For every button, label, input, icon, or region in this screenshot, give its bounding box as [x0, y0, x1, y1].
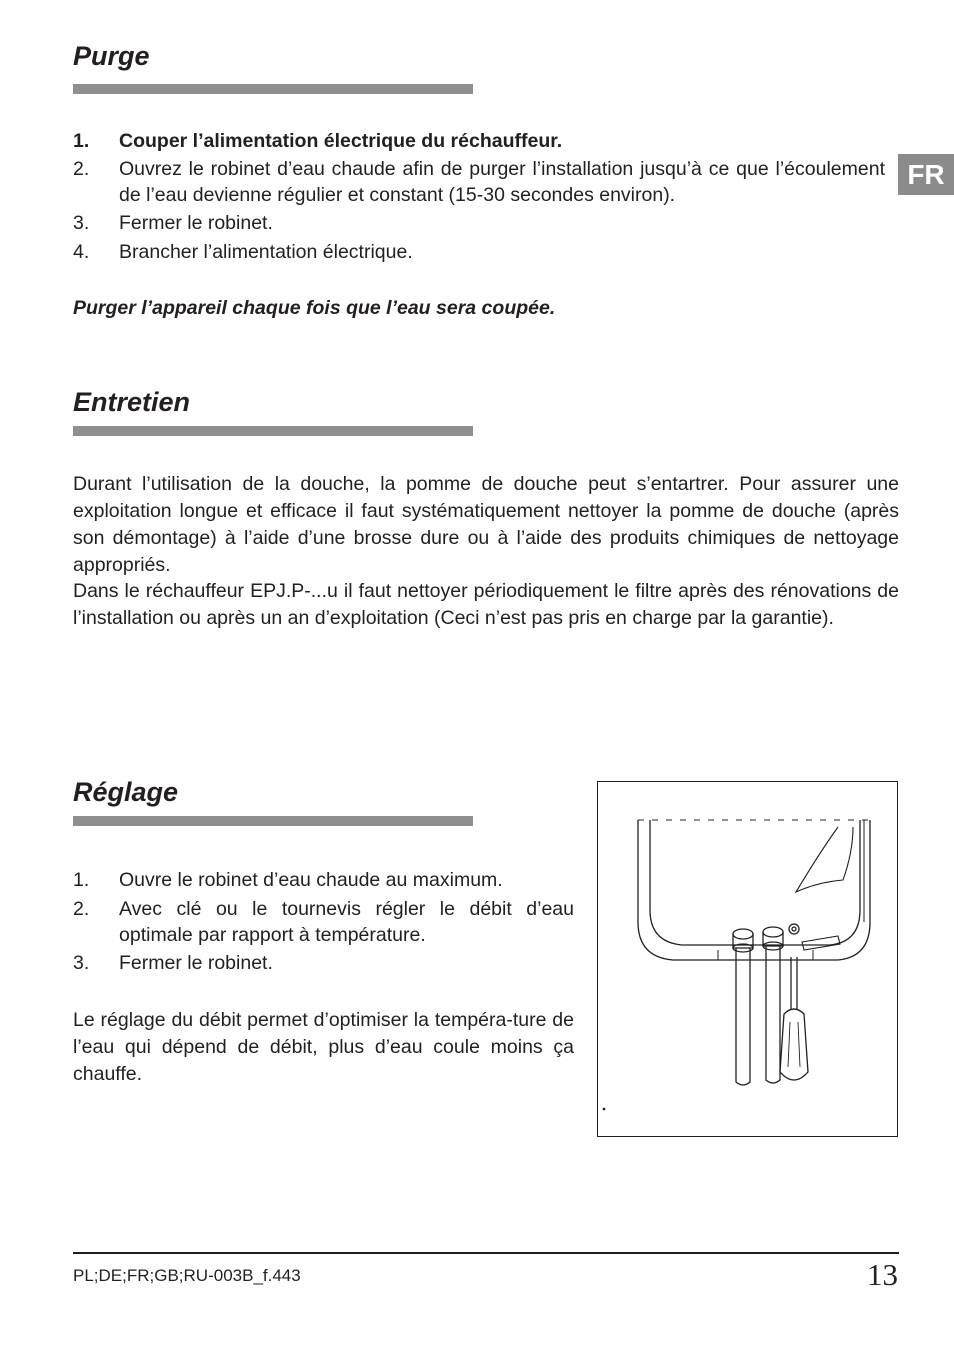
- purge-note: Purger l’appareil chaque fois que l’eau sera coupée.: [73, 297, 556, 319]
- section-rule: [73, 816, 473, 826]
- entretien-paragraph-1: Durant l’utilisation de la douche, la pomme de douche peut s’entartrer. Pour assurer une exploitation longue et efficace il faut systématiquement nettoyer la pomme de douche (après son démontage) à l’aide d’une brosse dure ou à l’aide des produits chimiques de nettoyage appropriés.: [73, 473, 899, 576]
- list-text: Fermer le robinet.: [119, 952, 273, 974]
- list-number: 3.: [73, 212, 90, 234]
- page-number: 13: [867, 1257, 898, 1292]
- section-title-entretien: Entretien: [73, 387, 191, 417]
- entretien-paragraph-2: Dans le réchauffeur EPJ.P-...u il faut nettoyer périodiquement le filtre après des rénovations de l’installation ou après un an d’exploitation (Ceci n’est pas pris en charge par la garantie).: [73, 580, 899, 629]
- section-title-reglage: Réglage: [73, 777, 179, 807]
- list-text: Avec clé ou le tournevis régler le débit d’eau optimale par rapport à température.: [119, 898, 574, 946]
- list-text: Couper l’alimentation électrique du réchauffeur.: [119, 130, 563, 152]
- language-tab-label: FR: [907, 158, 945, 190]
- footer-rule: [73, 1252, 899, 1254]
- section-rule: [73, 84, 473, 94]
- reglage-paragraph: Le réglage du débit permet d’optimiser la tempéra-ture de l’eau qui dépend de débit, plus d’eau coule moins ça chauffe.: [73, 1009, 574, 1085]
- document-code: PL;DE;FR;GB;RU-003B_f.443: [73, 1266, 301, 1285]
- list-text: Ouvre le robinet d’eau chaude au maximum.: [119, 869, 503, 891]
- list-number: 2.: [73, 158, 90, 180]
- list-text: Brancher l’alimentation électrique.: [119, 241, 413, 263]
- section-title-purge: Purge: [73, 41, 150, 71]
- list-number: 1.: [73, 130, 90, 152]
- list-text: Fermer le robinet.: [119, 212, 273, 234]
- heater-illustration: [597, 781, 898, 1137]
- list-number: 1.: [73, 869, 90, 891]
- list-number: 2.: [73, 898, 90, 920]
- list-text: Ouvrez le robinet d’eau chaude afin de purger l’installation jusqu’à ce que l’écoulement de l’eau devienne régulier et constant (15-30 secondes environ).: [119, 158, 885, 206]
- heater-drawing: [598, 782, 897, 1136]
- section-rule: [73, 426, 473, 436]
- language-tab: [898, 154, 954, 195]
- list-number: 4.: [73, 241, 90, 263]
- list-number: 3.: [73, 952, 90, 974]
